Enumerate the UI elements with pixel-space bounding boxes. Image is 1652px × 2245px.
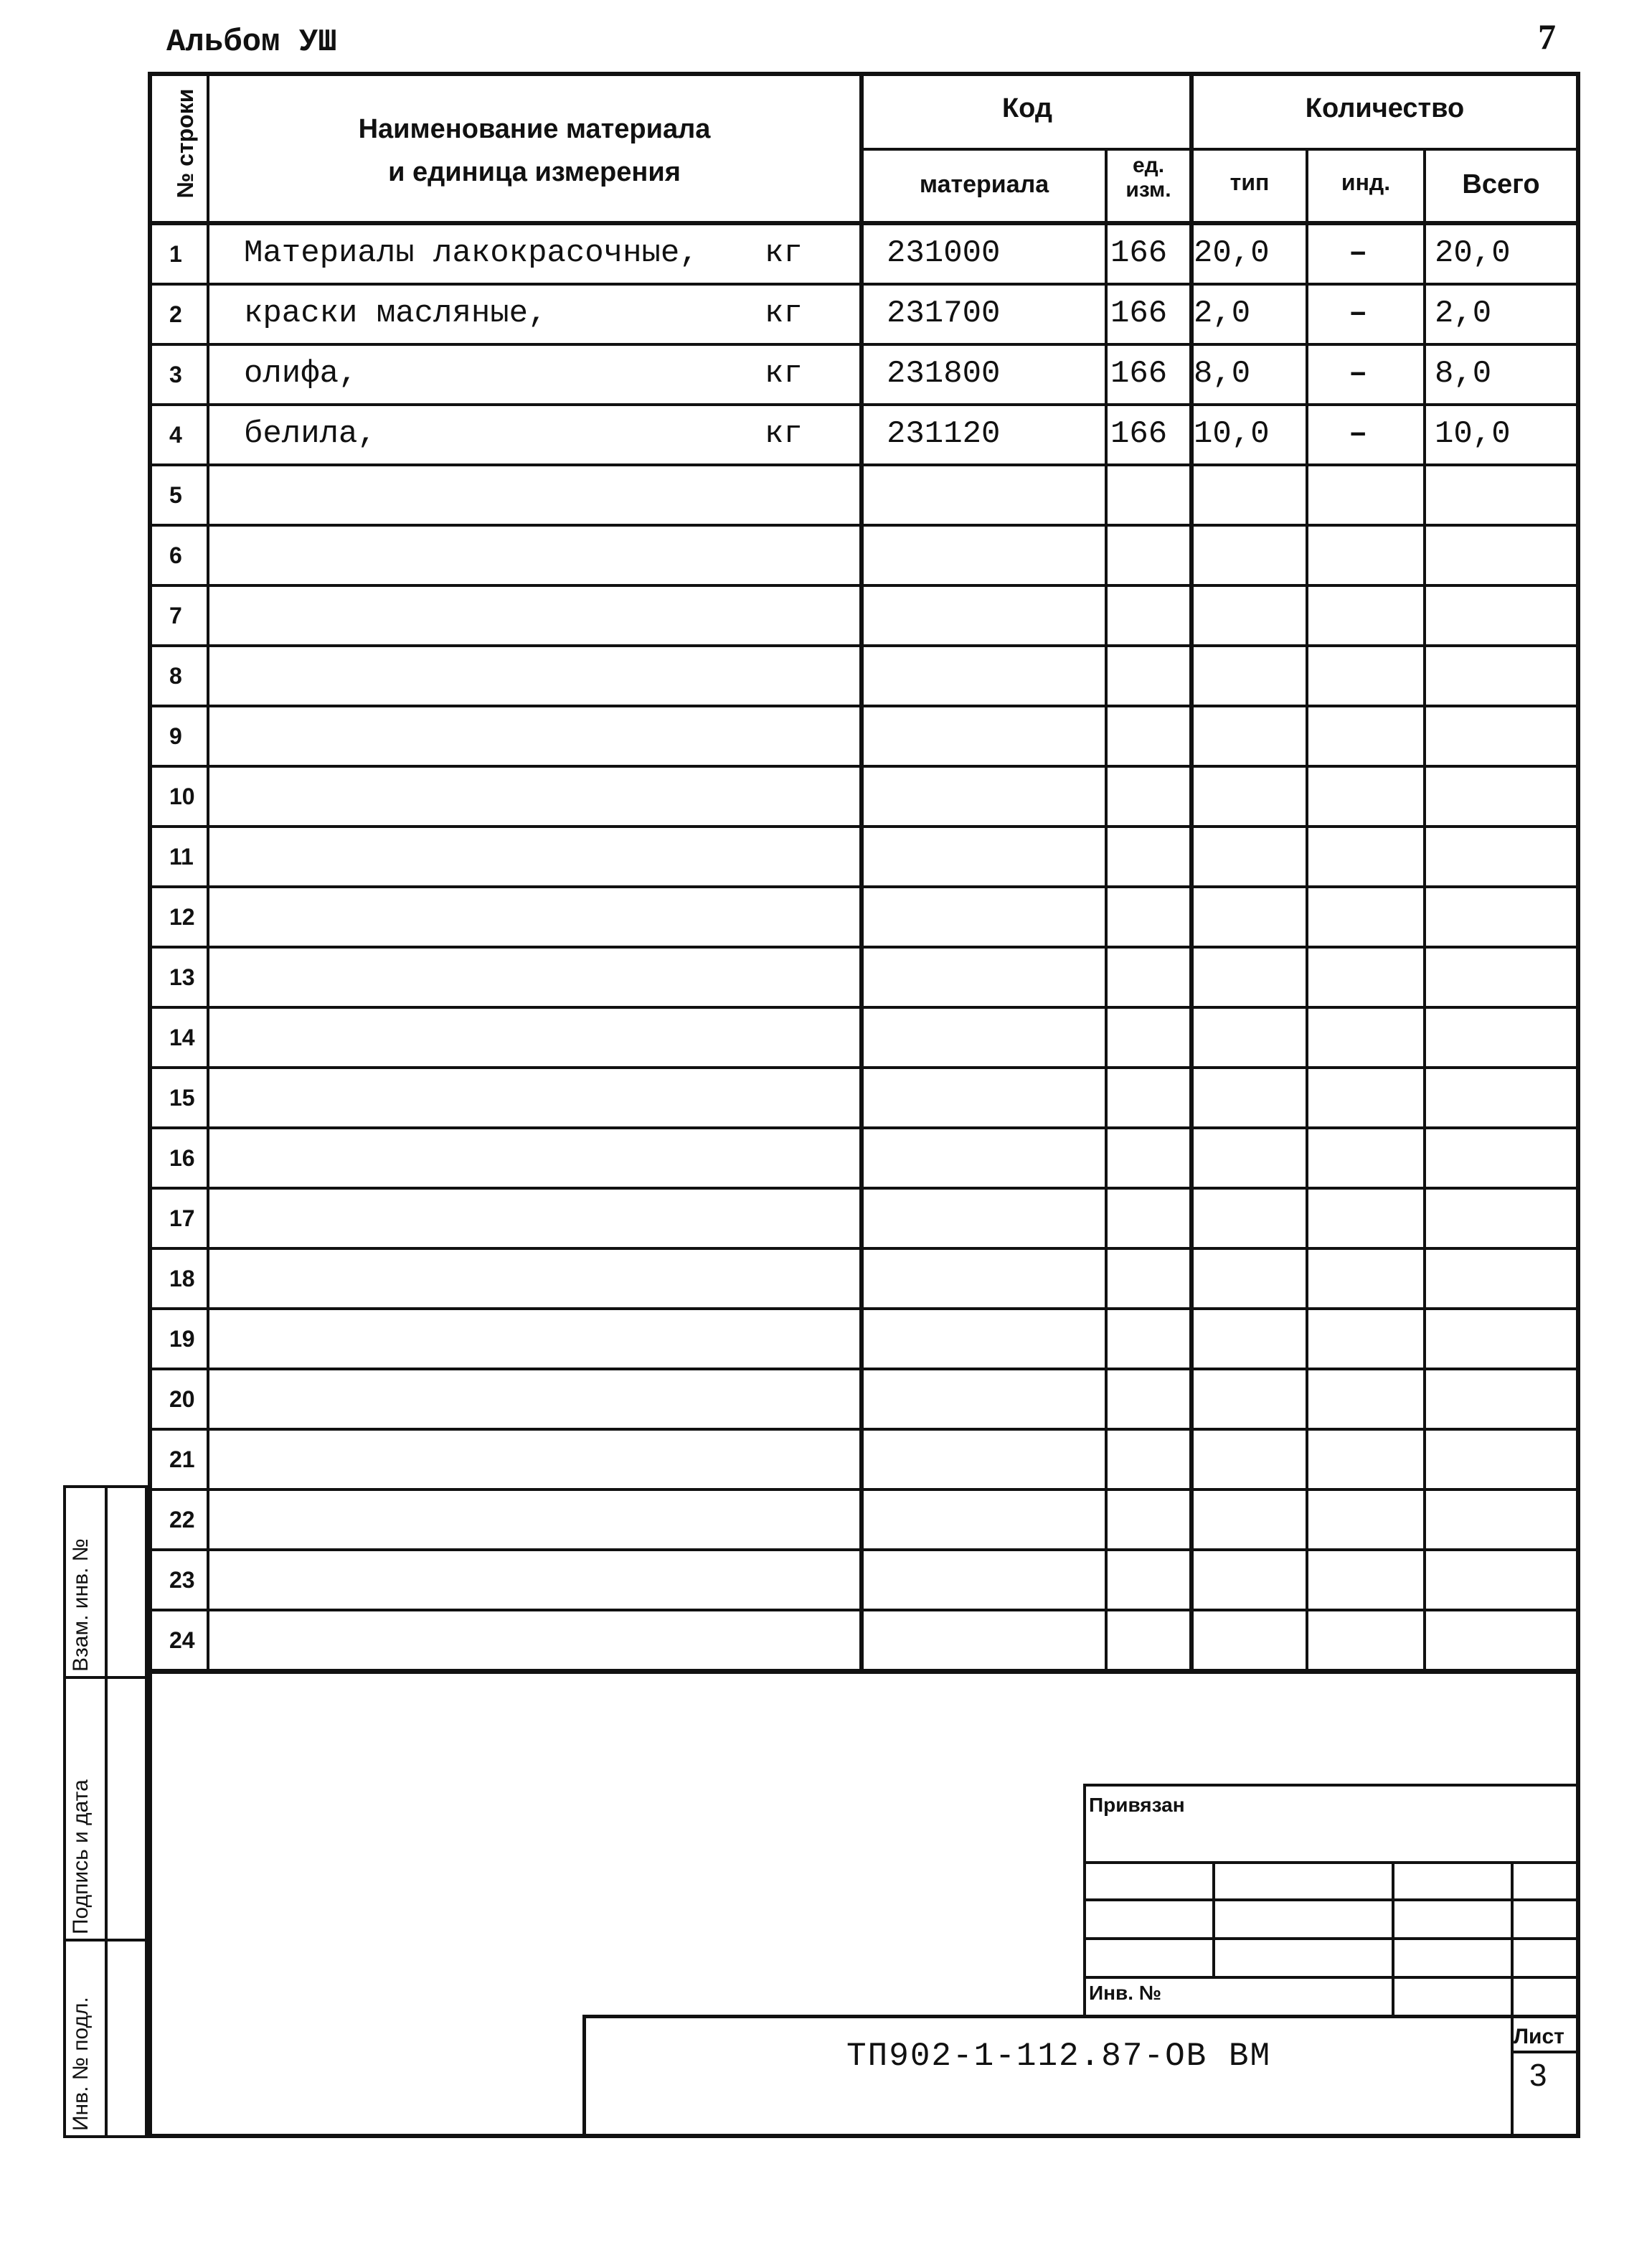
cell-code: 231000 (887, 235, 1001, 271)
row-divider (148, 1187, 1576, 1190)
row-number: 3 (169, 362, 182, 387)
cell-ind: – (1349, 356, 1368, 392)
header-quantity: Количество (1305, 93, 1465, 123)
row-divider (148, 584, 1576, 587)
row-divider (148, 1609, 1576, 1611)
cell-total: 2,0 (1435, 296, 1492, 331)
header-material: материала (919, 171, 1049, 198)
inv-no-label: Инв. № (1089, 1982, 1162, 2004)
tb-vline-3 (1392, 1861, 1394, 2016)
cell-type: 20,0 (1194, 235, 1270, 271)
row-divider (148, 1307, 1576, 1310)
header-total: Всего (1462, 169, 1540, 199)
header-unit-line1: ед. (1132, 154, 1165, 177)
row-divider (148, 1428, 1576, 1431)
cell-unit: кг (765, 416, 803, 452)
sheet-label: Лист (1514, 2025, 1564, 2048)
col-line-ind (1423, 148, 1426, 1673)
stamp-vzam-label: Взам. инв. № (69, 1538, 93, 1672)
tb-hline-2 (1083, 1861, 1576, 1864)
row-number: 4 (169, 422, 182, 448)
row-number: 21 (169, 1446, 195, 1472)
cell-code: 231800 (887, 356, 1001, 392)
row-divider (148, 1548, 1576, 1551)
header-subline (859, 148, 1576, 151)
stamp-divider (105, 1485, 108, 2138)
row-number: 9 (169, 723, 182, 749)
tb-hline-4 (1083, 1937, 1576, 1940)
cell-unit: кг (765, 235, 803, 271)
row-number: 20 (169, 1386, 195, 1412)
tb-hline-3 (1083, 1898, 1576, 1901)
cell-unit-code: 166 (1110, 356, 1168, 392)
row-divider (148, 946, 1576, 949)
row-number: 13 (169, 964, 195, 990)
cell-type: 2,0 (1194, 296, 1251, 331)
frame-bottom (148, 2134, 1580, 2138)
cell-ind: – (1349, 416, 1368, 452)
header-bottom-line (148, 221, 1576, 225)
header-row-no (156, 72, 214, 215)
row-number: 18 (169, 1266, 195, 1291)
header-row-no-label: № строки (172, 88, 198, 199)
tb-hline-1 (1083, 1784, 1576, 1787)
cell-unit-code: 166 (1110, 235, 1168, 271)
row-number: 8 (169, 663, 182, 689)
sheet-number: 3 (1529, 2058, 1547, 2093)
cell-type: 10,0 (1194, 416, 1270, 452)
row-divider (148, 283, 1576, 286)
header-ind: инд. (1341, 169, 1391, 195)
row-divider (148, 765, 1576, 768)
row-number: 10 (169, 783, 195, 809)
row-number: 17 (169, 1205, 195, 1231)
cell-unit: кг (765, 296, 803, 331)
tb-vline-4 (1511, 1861, 1514, 2138)
cell-total: 10,0 (1435, 416, 1511, 452)
cell-unit: кг (765, 356, 803, 392)
document-code: ТП902-1-112.87-ОВ ВМ (846, 2038, 1272, 2075)
tb-hline-5 (1083, 1976, 1576, 1979)
frame-right (1576, 72, 1580, 2138)
row-divider (148, 1066, 1576, 1069)
row-number: 11 (169, 844, 194, 870)
cell-unit-code: 166 (1110, 296, 1168, 331)
row-number: 2 (169, 301, 182, 327)
header-unit (1108, 154, 1189, 202)
row-number: 22 (169, 1507, 195, 1533)
cell-name: краски масляные, (244, 296, 547, 331)
album-title: Альбом УШ (166, 24, 337, 60)
tb-main-left (582, 2015, 586, 2138)
cell-code: 231120 (887, 416, 1001, 452)
page-number: 7 (1538, 17, 1556, 57)
frame-top (148, 72, 1580, 76)
header-name-line1: Наименование материала (358, 114, 711, 144)
cell-total: 8,0 (1435, 356, 1492, 392)
cell-name: олифа, (244, 356, 358, 392)
cell-ind: – (1349, 235, 1368, 271)
header-type: тип (1229, 169, 1270, 195)
header-name-line2: и единица измерения (388, 157, 681, 187)
header-code: Код (1001, 93, 1053, 123)
row-number: 15 (169, 1085, 195, 1111)
row-number: 23 (169, 1567, 195, 1593)
row-divider (148, 1126, 1576, 1129)
header-name (215, 108, 854, 194)
row-divider (148, 885, 1576, 888)
row-number: 5 (169, 482, 182, 508)
row-divider (148, 463, 1576, 466)
row-number: 24 (169, 1627, 195, 1653)
cell-total: 20,0 (1435, 235, 1511, 271)
row-number: 16 (169, 1145, 195, 1171)
tb-vline-2 (1212, 1861, 1215, 1976)
row-number: 12 (169, 904, 195, 930)
row-divider (148, 1006, 1576, 1009)
stamp-signature-label: Подпись и дата (69, 1779, 93, 1934)
tb-sheet-line (1511, 2051, 1576, 2053)
cell-unit-code: 166 (1110, 416, 1168, 452)
stamp-inv-label: Инв. № подл. (69, 1997, 93, 2131)
tb-main-top (582, 2015, 1576, 2018)
cell-type: 8,0 (1194, 356, 1251, 392)
row-divider (148, 1669, 1576, 1672)
row-number: 1 (169, 241, 182, 267)
row-number: 6 (169, 542, 182, 568)
header-unit-line2: изм. (1125, 178, 1171, 202)
row-divider (148, 825, 1576, 828)
cell-name: Материалы лакокрасочные, (244, 235, 699, 271)
row-divider (148, 1247, 1576, 1250)
row-divider (148, 1488, 1576, 1491)
row-divider (148, 343, 1576, 346)
row-divider (148, 705, 1576, 707)
row-number: 14 (169, 1025, 195, 1050)
col-line-code (1105, 148, 1108, 1673)
cell-code: 231700 (887, 296, 1001, 331)
privyazan-label: Привязан (1089, 1794, 1185, 1816)
row-divider (148, 1368, 1576, 1370)
col-line-name (859, 72, 864, 1673)
cell-name: белила, (244, 416, 377, 452)
row-divider (148, 524, 1576, 527)
col-line-type (1306, 148, 1308, 1673)
row-divider (148, 644, 1576, 647)
row-number: 7 (169, 603, 182, 629)
row-divider (148, 403, 1576, 406)
row-number: 19 (169, 1326, 195, 1352)
cell-ind: – (1349, 296, 1368, 331)
